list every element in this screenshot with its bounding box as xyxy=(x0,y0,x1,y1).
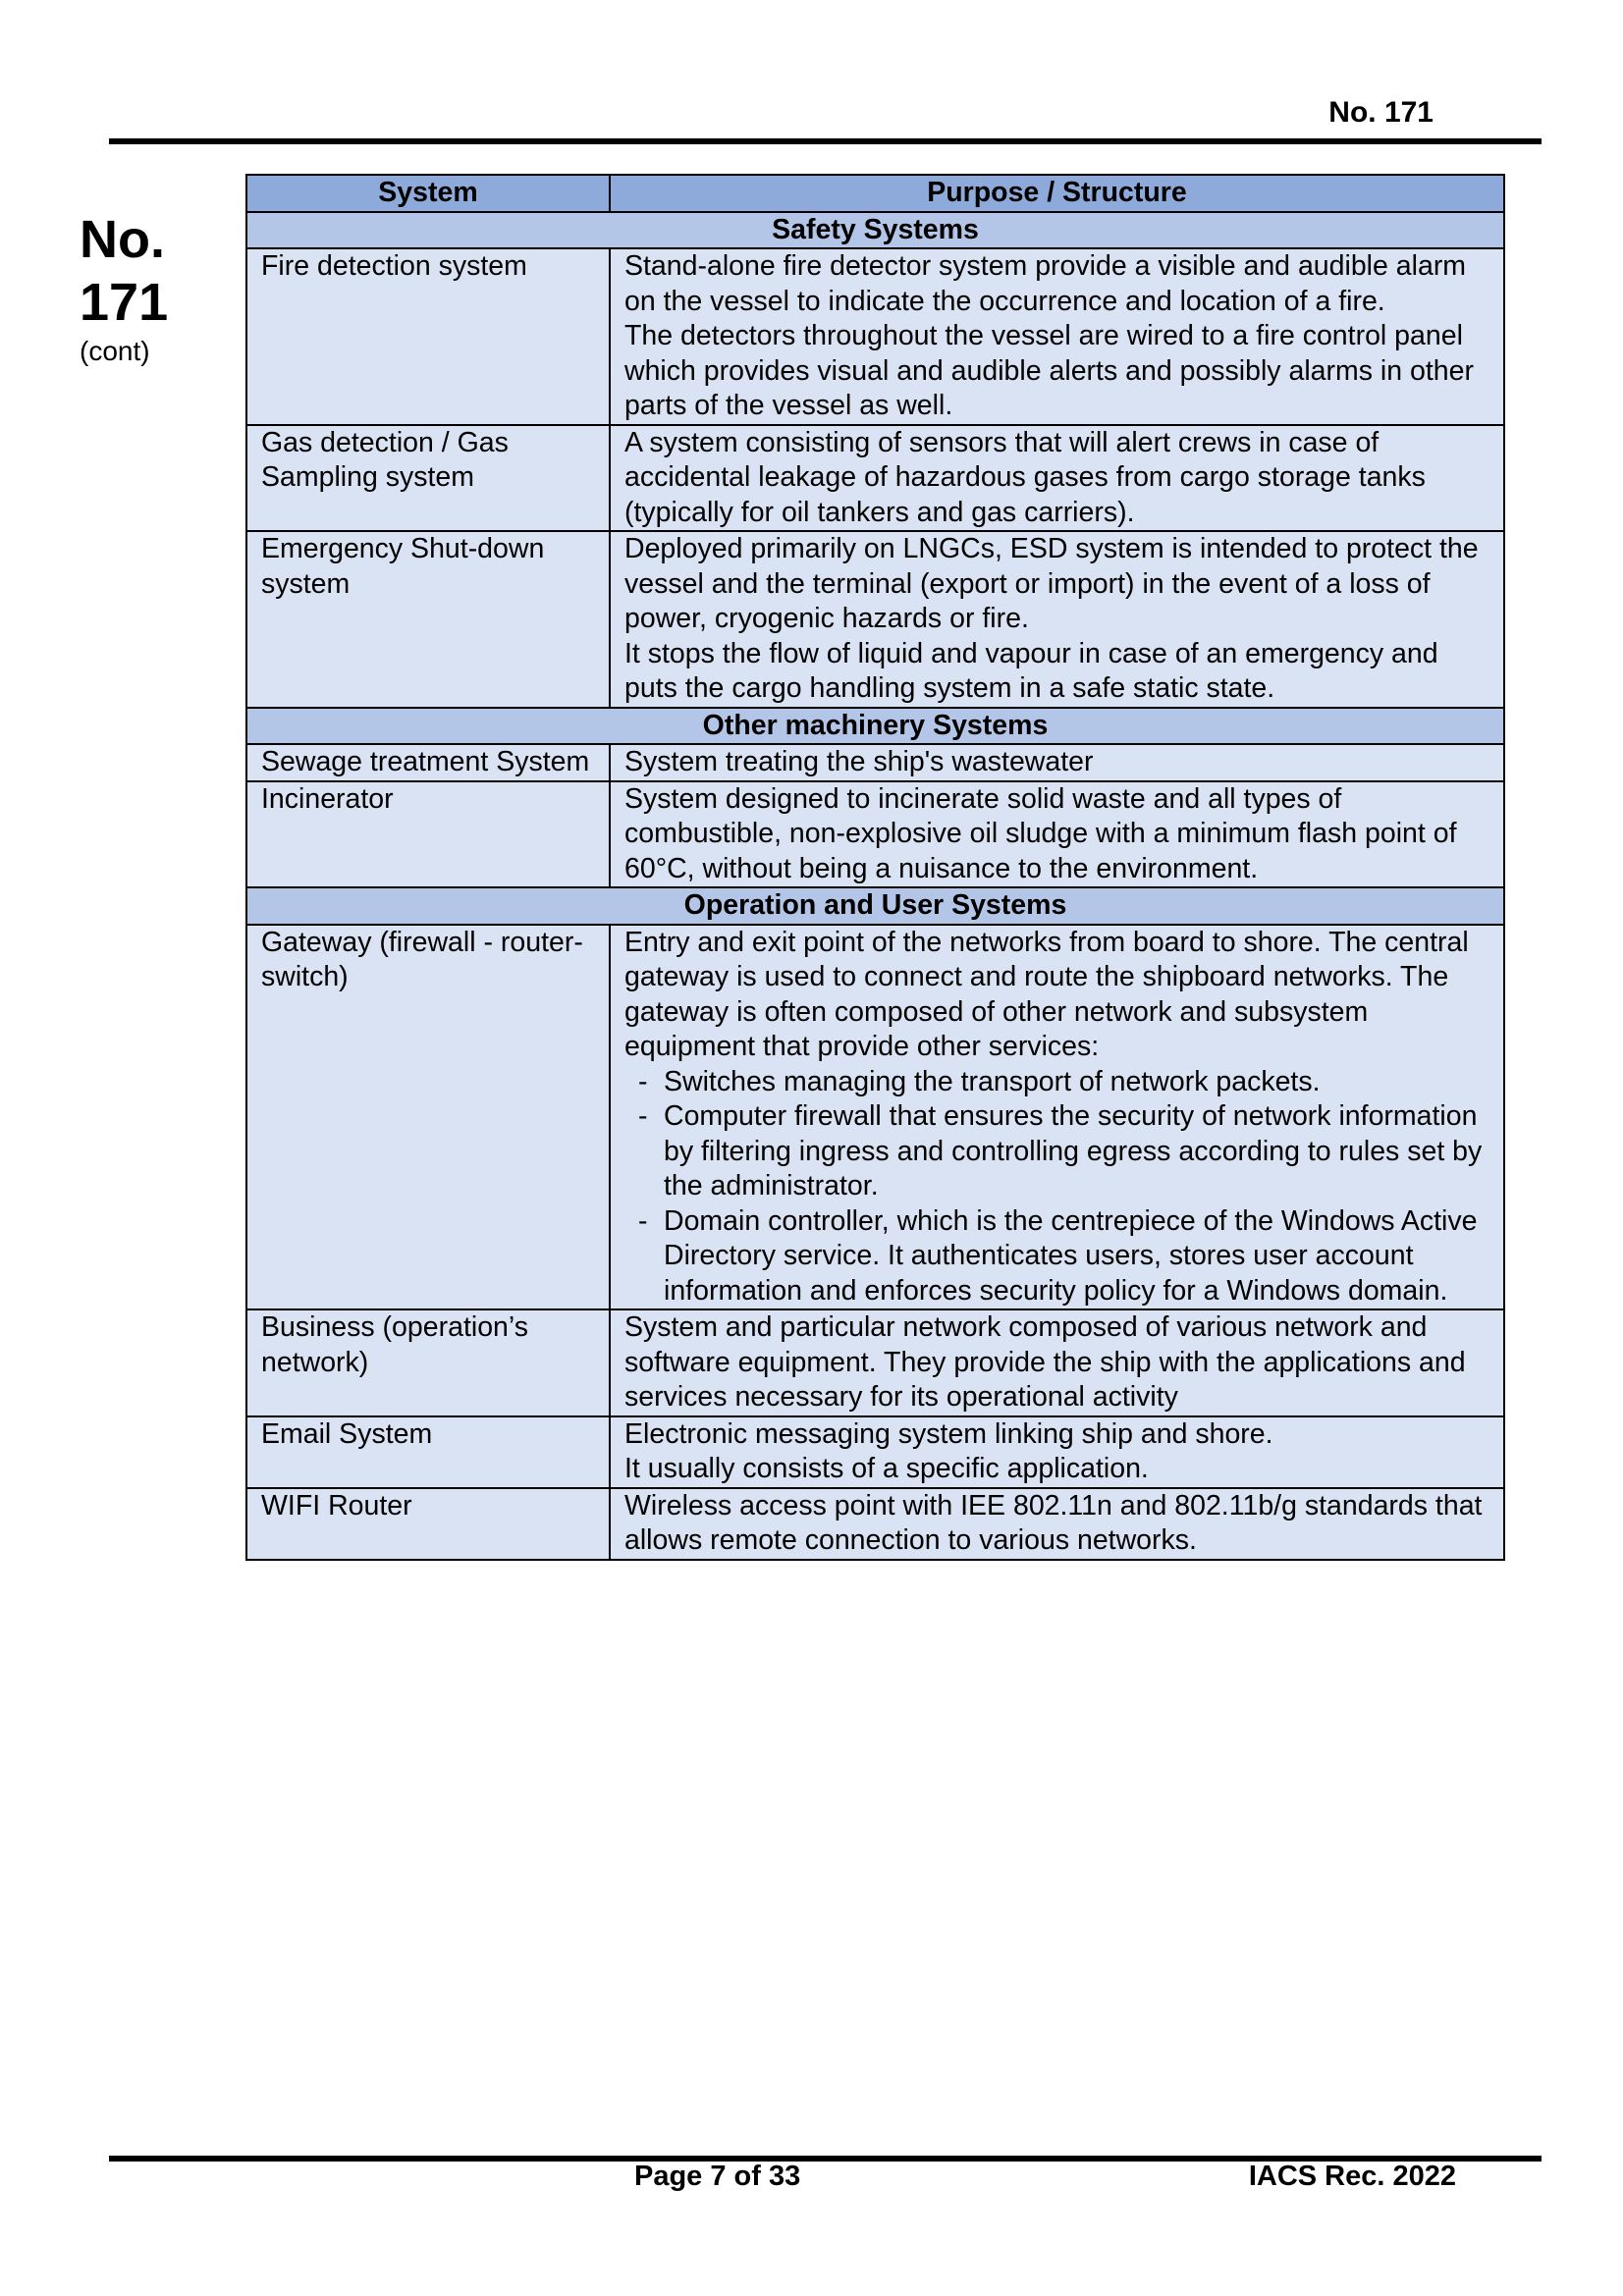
system-name-cell: WIFI Router xyxy=(246,1488,610,1560)
column-header-purpose: Purpose / Structure xyxy=(610,175,1504,212)
system-name-cell: Gas detection / Gas Sampling system xyxy=(246,425,610,532)
bullet-text: Switches managing the transport of network packets. xyxy=(664,1065,1321,1097)
table-row xyxy=(246,531,1504,708)
table-body xyxy=(246,212,1504,1560)
list-item xyxy=(638,1204,1491,1309)
table-row xyxy=(246,248,1504,425)
purpose-paragraph: It stops the flow of liquid and vapour in case of an emergency and puts the cargo handling system in a safe static state. xyxy=(624,637,1438,704)
purpose-cell xyxy=(610,1488,1504,1560)
header-document-number: No. 171 xyxy=(1328,96,1434,129)
bullet-dash: - xyxy=(638,1065,648,1097)
purpose-paragraph: System and particular network composed of various network and software equipment. They provide the ship with the applications and services necessary for its operational activity xyxy=(624,1311,1466,1413)
list-item xyxy=(638,1065,1491,1100)
table-header-row xyxy=(246,175,1504,212)
purpose-paragraph: The detectors throughout the vessel are wired to a fire control panel which provides visual and audible alerts and possibly alarms in other parts of the vessel as well. xyxy=(624,320,1474,421)
table-row xyxy=(246,1488,1504,1560)
table-row xyxy=(246,425,1504,532)
purpose-paragraph: Electronic messaging system linking ship and shore. xyxy=(624,1417,1273,1450)
purpose-cell xyxy=(610,925,1504,1310)
purpose-paragraph: Stand-alone fire detector system provide a visible and audible alarm on the vessel to indicate the occurrence and location of a fire. xyxy=(624,250,1467,317)
system-name-cell: Email System xyxy=(246,1416,610,1488)
section-header-row xyxy=(246,887,1504,925)
purpose-cell xyxy=(610,248,1504,425)
side-number-line2: 171 xyxy=(80,273,169,332)
side-document-number xyxy=(80,208,168,334)
page-number: Page 7 of 33 xyxy=(634,2161,801,2192)
table-row xyxy=(246,1416,1504,1488)
purpose-paragraph: System designed to incinerate solid waste and all types of combustible, non-explosive oil sludge with a minimum flash point of 60°C, without being a nuisance to the environment. xyxy=(624,782,1457,884)
purpose-cell xyxy=(610,425,1504,532)
bullet-dash: - xyxy=(638,1204,648,1237)
purpose-paragraph: It usually consists of a specific application. xyxy=(624,1453,1149,1484)
section-title: Safety Systems xyxy=(246,212,1504,249)
system-name-cell: Fire detection system xyxy=(246,248,610,425)
side-number-line1: No. xyxy=(80,210,165,269)
side-continued-label: (cont) xyxy=(80,336,150,366)
table-row xyxy=(246,744,1504,781)
purpose-cell xyxy=(610,1309,1504,1416)
section-header-row xyxy=(246,708,1504,745)
header-rule xyxy=(109,138,1542,144)
system-name-cell: Sewage treatment System xyxy=(246,744,610,781)
system-name-cell: Business (operation’s network) xyxy=(246,1309,610,1416)
purpose-cell xyxy=(610,781,1504,888)
column-header-system: System xyxy=(246,175,610,212)
table-row xyxy=(246,781,1504,888)
bullet-text: Domain controller, which is the centrepiece of the Windows Active Directory service. It authenticates users, stores user account information and enforces security policy for a Windows domain. xyxy=(664,1204,1478,1307)
system-name-cell: Gateway (firewall - router-switch) xyxy=(246,925,610,1310)
purpose-cell xyxy=(610,1416,1504,1488)
section-header-row xyxy=(246,212,1504,249)
purpose-bullet-list xyxy=(624,1065,1491,1309)
bullet-text: Computer firewall that ensures the security of network information by filtering ingress and controlling egress according to rules set by the administrator. xyxy=(664,1100,1483,1201)
purpose-paragraph: A system consisting of sensors that will alert crews in case of accidental leakage of hazardous gases from cargo storage tanks (typically for oil tankers and gas carriers). xyxy=(624,426,1426,528)
system-name-cell: Emergency Shut-down system xyxy=(246,531,610,708)
bullet-dash: - xyxy=(638,1100,648,1132)
purpose-paragraph: System treating the ship's wastewater xyxy=(624,746,1094,777)
purpose-paragraph: Deployed primarily on LNGCs, ESD system is intended to protect the vessel and the terminal (export or import) in the event of a loss of power, cryogenic hazards or fire. xyxy=(624,533,1479,634)
section-title: Other machinery Systems xyxy=(246,708,1504,745)
purpose-cell xyxy=(610,531,1504,708)
table-row xyxy=(246,925,1504,1310)
purpose-paragraph: Wireless access point with IEE 802.11n and 802.11b/g standards that allows remote connection to various networks. xyxy=(624,1489,1483,1556)
system-name-cell: Incinerator xyxy=(246,781,610,888)
table-row xyxy=(246,1309,1504,1416)
purpose-cell xyxy=(610,744,1504,781)
section-title: Operation and User Systems xyxy=(246,887,1504,925)
purpose-paragraph: Entry and exit point of the networks from board to shore. The central gateway is used to connect and route the shipboard networks. The gateway is often composed of other network and subsystem equipment that provide other services: xyxy=(624,926,1469,1062)
list-item xyxy=(638,1099,1491,1204)
footer-reference: IACS Rec. 2022 xyxy=(1248,2161,1456,2192)
systems-table xyxy=(245,174,1505,1561)
